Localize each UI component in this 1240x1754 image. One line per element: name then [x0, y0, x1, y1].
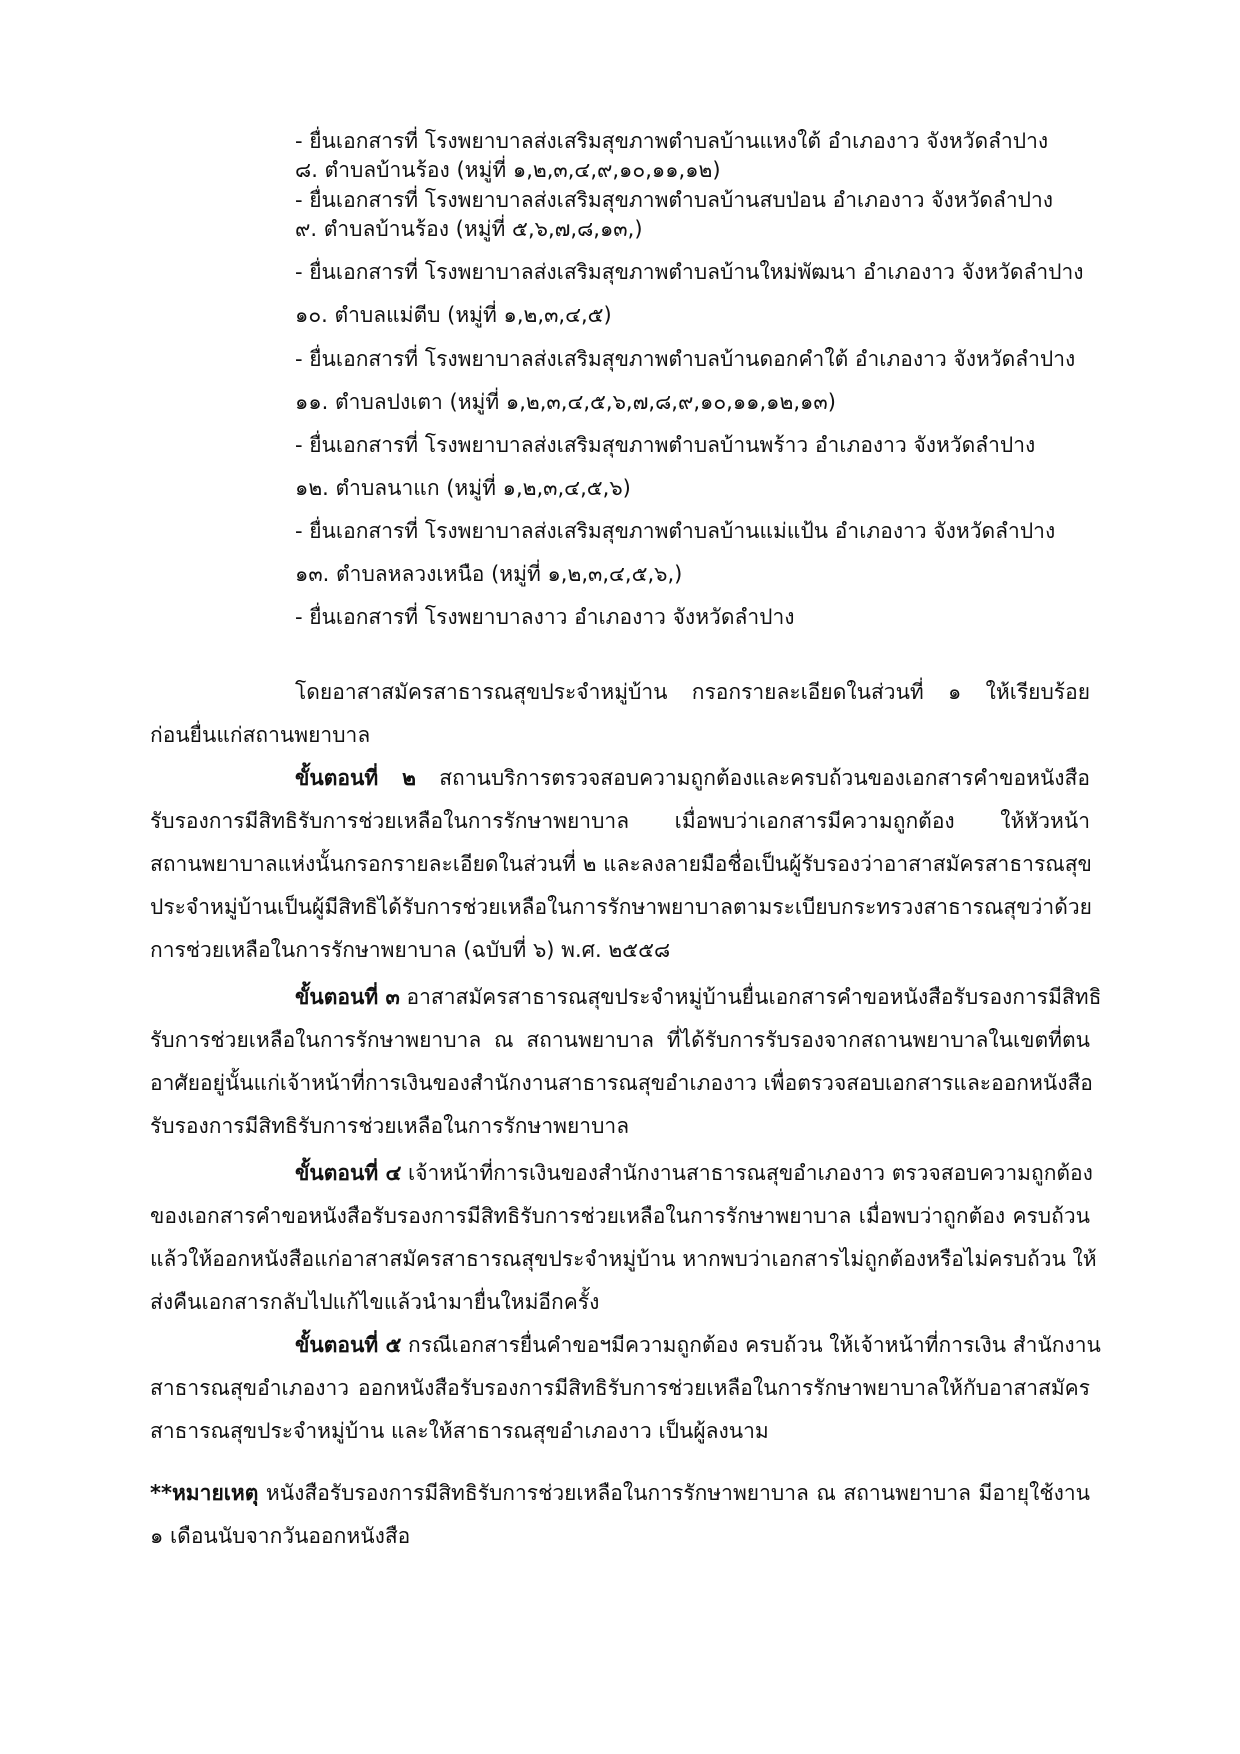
step5-paragraph: [295, 1330, 1101, 1360]
note-heading: **หมายเหตุ: [150, 1481, 259, 1505]
step4-line: ส่งคืนเอกสารกลับไปแก้ไขแล้วนำมายื่นใหม่อีกครั้ง: [150, 1290, 600, 1314]
step4-line: ของเอกสารคำขอหนังสือรับรองการมีสิทธิรับการช่วยเหลือในการรักษาพยาบาล เมื่อพบว่าถูกต้อง ครบถ้วน: [150, 1204, 1090, 1228]
intro-line: ก่อนยื่นแก่สถานพยาบาล: [150, 723, 371, 747]
list-item: - ยื่นเอกสารที่ โรงพยาบาลส่งเสริมสุขภาพตำบลบ้านใหม่พัฒนา อำเภองาว จังหวัดลำปาง: [295, 260, 1084, 284]
step2-heading: ขั้นตอนที่ ๒: [295, 766, 416, 790]
step3-paragraph: [295, 982, 1102, 1012]
note-paragraph: [150, 1478, 1090, 1508]
step5-line: สาธารณสุขอำเภองาว ออกหนังสือรับรองการมีสิทธิรับการช่วยเหลือในการรักษาพยาบาลให้กับอาสาสมัคร: [150, 1376, 1090, 1400]
note-line: ๑ เดือนนับจากวันออกหนังสือ: [150, 1524, 411, 1548]
step2-line: การช่วยเหลือในการรักษาพยาบาล (ฉบับที่ ๖) พ.ศ. ๒๕๕๘: [150, 938, 671, 962]
list-item: ๘. ตำบลบ้านร้อง (หมู่ที่ ๑,๒,๓,๔,๙,๑๐,๑๑,๑๒): [295, 158, 721, 182]
step4-line: แล้วให้ออกหนังสือแก่อาสาสมัครสาธารณสุขประจำหมู่บ้าน หากพบว่าเอกสารไม่ถูกต้องหรือไม่ครบถ้วน ให้: [150, 1247, 1097, 1271]
note-text: หนังสือรับรองการมีสิทธิรับการช่วยเหลือในการรักษาพยาบาล ณ สถานพยาบาล มีอายุใช้งาน: [258, 1481, 1090, 1505]
step5-heading: ขั้นตอนที่ ๕: [295, 1333, 402, 1357]
step2-line: รับรองการมีสิทธิรับการช่วยเหลือในการรักษาพยาบาล เมื่อพบว่าเอกสารมีความถูกต้อง ให้หัวหน้า: [150, 809, 1090, 833]
intro-line: โดยอาสาสมัครสาธารณสุขประจำหมู่บ้าน กรอกรายละเอียดในส่วนที่ ๑ ให้เรียบร้อย: [295, 680, 1090, 704]
list-item: - ยื่นเอกสารที่ โรงพยาบาลงาว อำเภองาว จังหวัดลำปาง: [295, 605, 795, 629]
step5-line: สาธารณสุขประจำหมู่บ้าน และให้สาธารณสุขอำเภองาว เป็นผู้ลงนาม: [150, 1419, 769, 1443]
list-item: ๑๑. ตำบลปงเตา (หมู่ที่ ๑,๒,๓,๔,๕,๖,๗,๘,๙,๑๐,๑๑,๑๒,๑๓): [295, 390, 836, 414]
list-item: - ยื่นเอกสารที่ โรงพยาบาลส่งเสริมสุขภาพตำบลบ้านสบป่อน อำเภองาว จังหวัดลำปาง: [295, 188, 1054, 212]
list-item: ๙. ตำบลบ้านร้อง (หมู่ที่ ๕,๖,๗,๘,๑๓,): [295, 217, 643, 241]
list-item: - ยื่นเอกสารที่ โรงพยาบาลส่งเสริมสุขภาพตำบลบ้านดอกคำใต้ อำเภองาว จังหวัดลำปาง: [295, 347, 1076, 371]
step3-line: รับรองการมีสิทธิรับการช่วยเหลือในการรักษาพยาบาล: [150, 1114, 630, 1138]
step2-text: สถานบริการตรวจสอบความถูกต้องและครบถ้วนของเอกสารคำขอหนังสือ: [415, 766, 1090, 790]
list-item: - ยื่นเอกสารที่ โรงพยาบาลส่งเสริมสุขภาพตำบลบ้านแม่แป้น อำเภองาว จังหวัดลำปาง: [295, 519, 1056, 543]
step2-paragraph: [295, 763, 1090, 793]
step4-text: เจ้าหน้าที่การเงินของสำนักงานสาธารณสุขอำเภองาว ตรวจสอบความถูกต้อง: [401, 1161, 1093, 1185]
step2-line: ประจำหมู่บ้านเป็นผู้มีสิทธิได้รับการช่วยเหลือในการรักษาพยาบาลตามระเบียบกระทรวงสาธารณสุขว่าด้วย: [150, 895, 1092, 919]
step3-text: อาสาสมัครสาธารณสุขประจำหมู่บ้านยื่นเอกสารคำขอหนังสือรับรองการมีสิทธิ: [399, 985, 1102, 1009]
list-item: - ยื่นเอกสารที่ โรงพยาบาลส่งเสริมสุขภาพตำบลบ้านแหงใต้ อำเภองาว จังหวัดลำปาง: [295, 129, 1049, 153]
step3-line: รับการช่วยเหลือในการรักษาพยาบาล ณ สถานพยาบาล ที่ได้รับการรับรองจากสถานพยาบาลในเขตที่ตน: [150, 1028, 1090, 1052]
list-item: - ยื่นเอกสารที่ โรงพยาบาลส่งเสริมสุขภาพตำบลบ้านพร้าว อำเภองาว จังหวัดลำปาง: [295, 433, 1036, 457]
list-item: ๑๒. ตำบลนาแก (หมู่ที่ ๑,๒,๓,๔,๕,๖): [295, 476, 631, 500]
step3-heading: ขั้นตอนที่ ๓: [295, 985, 400, 1009]
step3-line: อาศัยอยู่นั้นแก่เจ้าหน้าที่การเงินของสำนักงานสาธารณสุขอำเภองาว เพื่อตรวจสอบเอกสารและออกหนังสือ: [150, 1071, 1093, 1095]
list-item: ๑๓. ตำบลหลวงเหนือ (หมู่ที่ ๑,๒,๓,๔,๕,๖,): [295, 562, 683, 586]
step2-line: สถานพยาบาลแห่งนั้นกรอกรายละเอียดในส่วนที่ ๒ และลงลายมือชื่อเป็นผู้รับรองว่าอาสาสมัครสาธารณสุข: [150, 852, 1092, 876]
step4-paragraph: [295, 1158, 1093, 1188]
step5-text: กรณีเอกสารยื่นคำขอฯมีความถูกต้อง ครบถ้วน ให้เจ้าหน้าที่การเงิน สำนักงาน: [401, 1333, 1101, 1357]
step4-heading: ขั้นตอนที่ ๔: [295, 1161, 402, 1185]
list-item: ๑๐. ตำบลแม่ตีบ (หมู่ที่ ๑,๒,๓,๔,๕): [295, 303, 612, 327]
